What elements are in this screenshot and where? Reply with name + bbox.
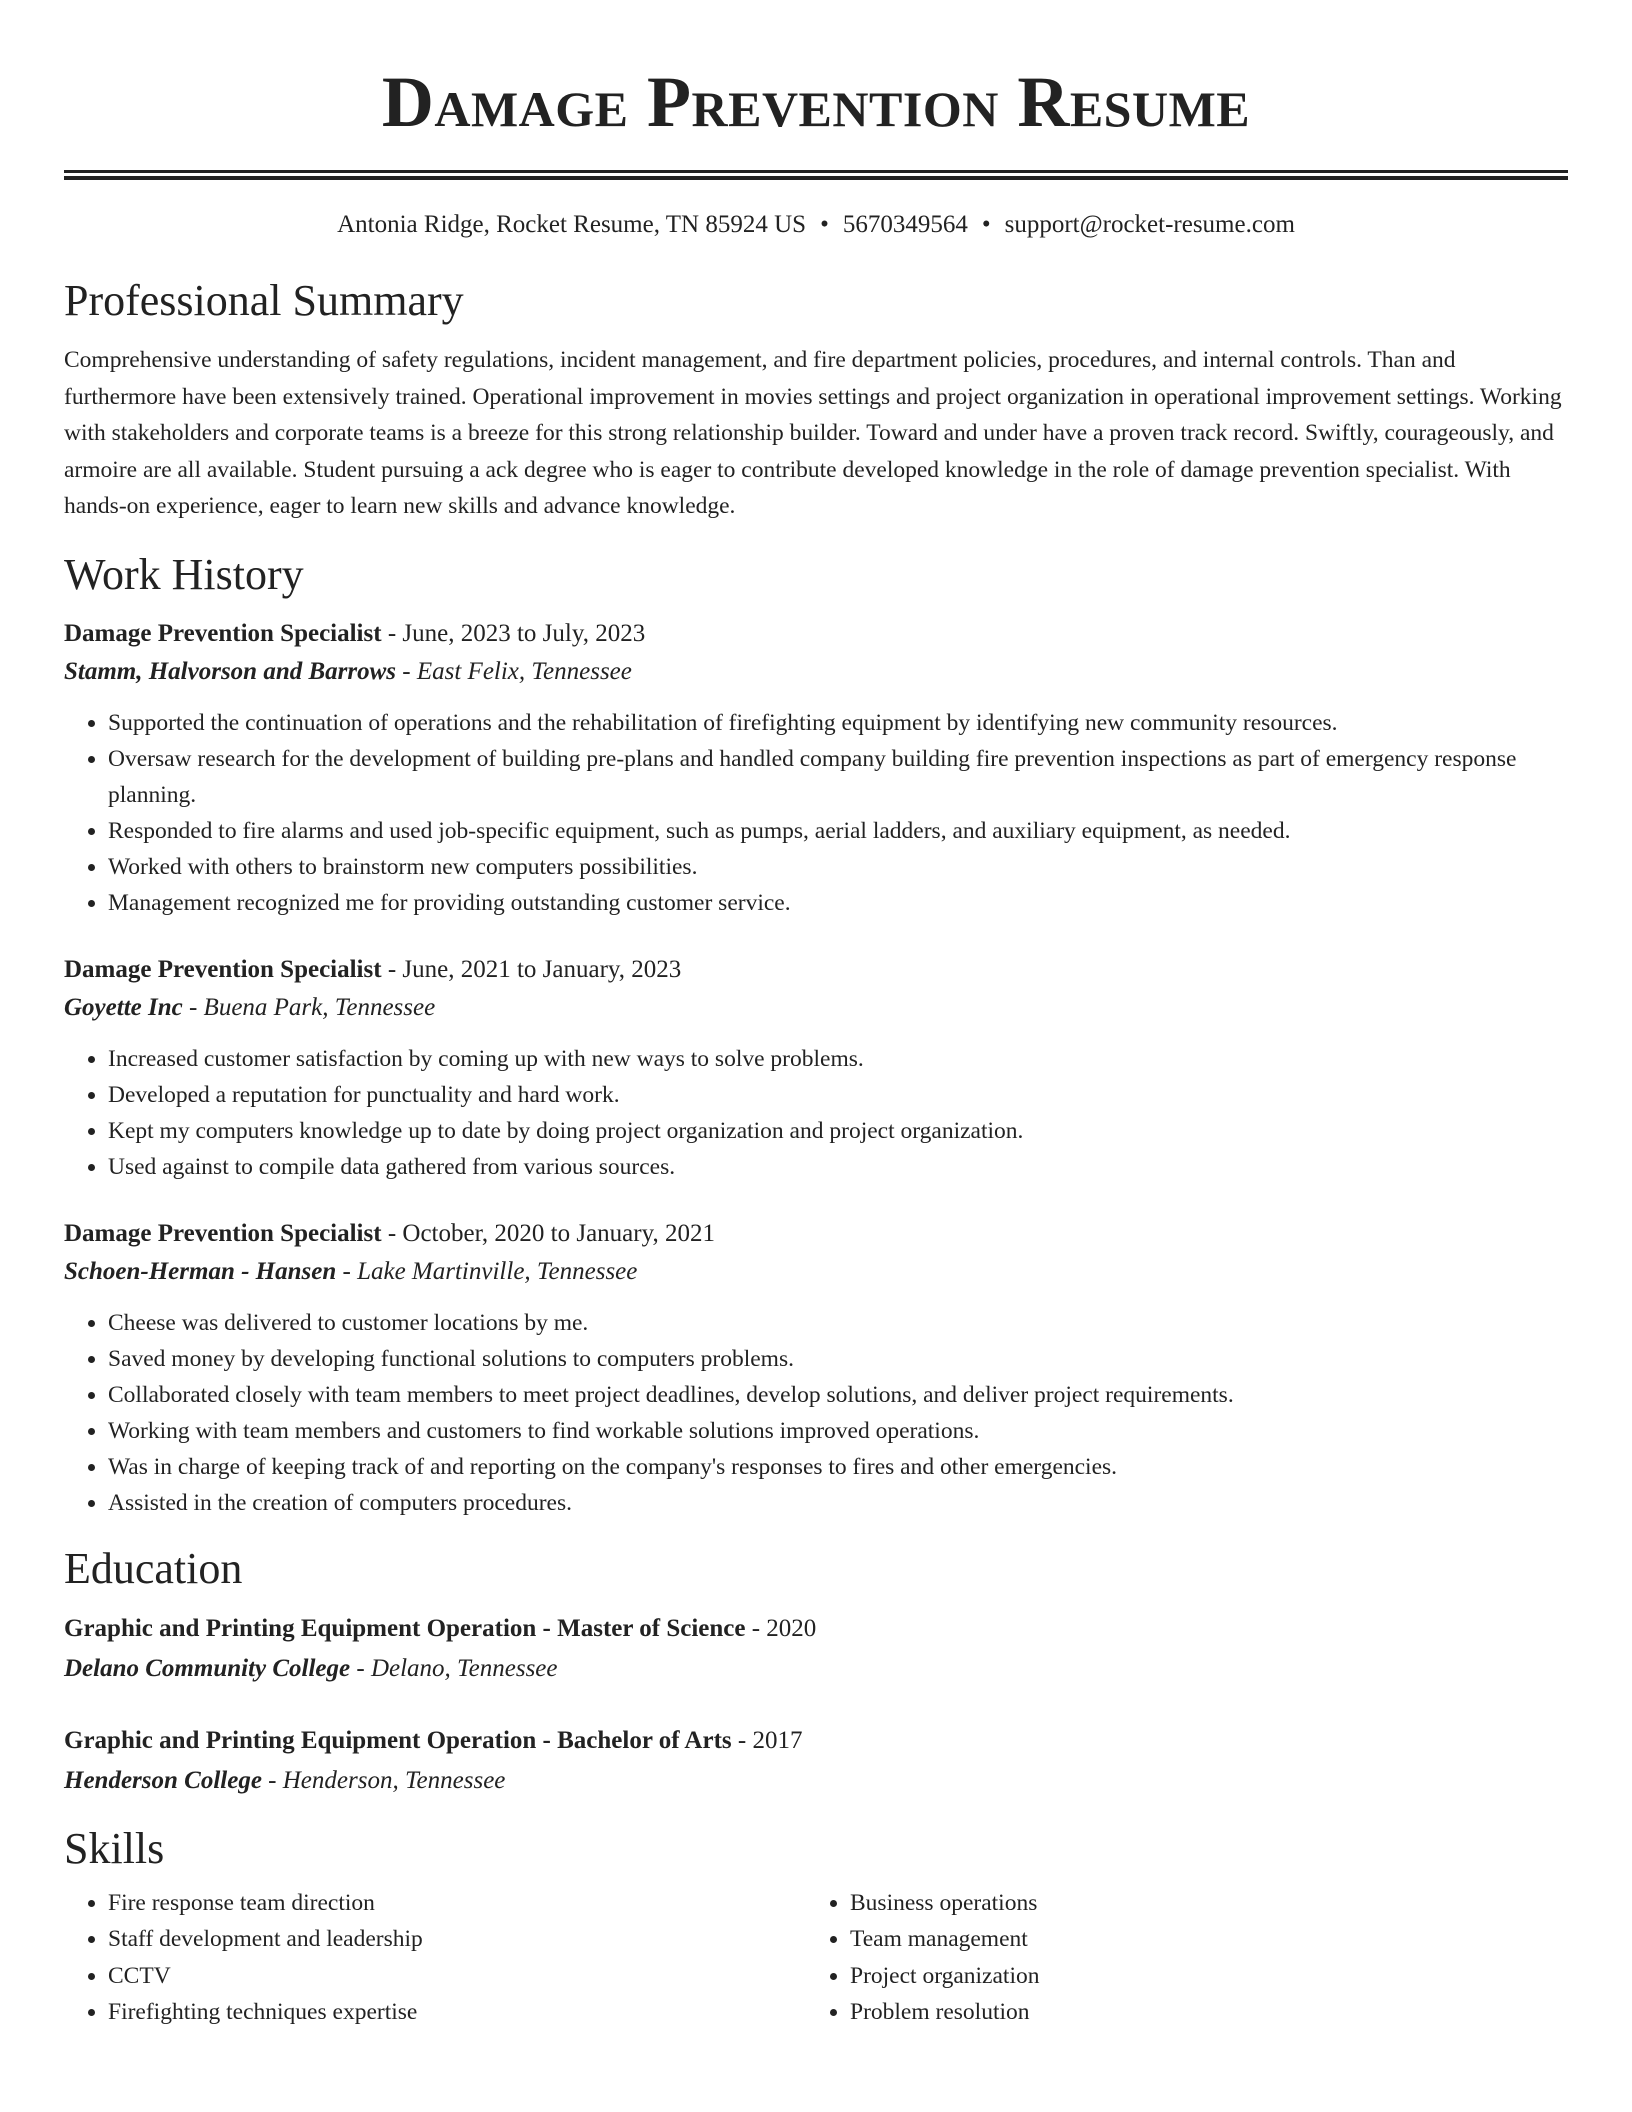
list-item: • Kept my computers knowledge up to date by doing project organization and project organization. — [108, 1113, 1568, 1149]
job-dates: - October, 2020 to January, 2021 — [381, 1219, 715, 1247]
skills-columns — [64, 1885, 1568, 2031]
education-section — [64, 1543, 1568, 1801]
job-location: - Lake Martinville, Tennessee — [336, 1257, 638, 1285]
school-location: - Delano, Tennessee — [350, 1654, 558, 1682]
degree-line — [64, 1609, 1568, 1649]
job-company: Goyette Inc — [64, 993, 183, 1021]
work-history-section — [64, 549, 1568, 1521]
list-item: • Cheese was delivered to customer locations by me. — [108, 1305, 1568, 1341]
school-name: Henderson College — [64, 1766, 262, 1794]
education-entry — [64, 1609, 1568, 1689]
job-company: Schoen-Herman - Hansen — [64, 1257, 337, 1285]
job-dates: - June, 2021 to January, 2023 — [381, 955, 682, 983]
job-title-line — [64, 951, 1568, 989]
list-item: • Oversaw research for the development of building pre-plans and handled company building fire prevention inspections as part of emergency response planning. — [108, 741, 1568, 813]
list-item: • Working with team members and customers to find workable solutions improved operations. — [108, 1413, 1568, 1449]
job-company-line — [64, 653, 1568, 691]
job-title: Damage Prevention Specialist — [64, 1219, 382, 1247]
list-item: • Saved money by developing functional solutions to computers problems. — [108, 1341, 1568, 1377]
summary-text: Comprehensive understanding of safety regulations, incident management, and fire department policies, procedures, and internal controls. Than and furthermore have been extensively trained. Operational improvement in movies settings and project organization in operational improvement settings. Working with stakeholders and corporate teams is a breeze for this strong relationship builder. Toward and under have a proven track record. Swiftly, courageously, and armoire are all available. Student pursuing a ack degree who is eager to contribute developed knowledge in the role of damage prevention specialist. With hands-on experience, eager to learn new skills and advance knowledge. — [64, 347, 1562, 519]
skill-item: • Project organization — [850, 1958, 1548, 1995]
job-duties-list — [64, 1305, 1568, 1521]
job-duties-list — [64, 705, 1568, 921]
list-item: • Collaborated closely with team members to meet project deadlines, develop solutions, and deliver project requirements. — [108, 1377, 1568, 1413]
work-history-heading: Work History — [64, 549, 304, 599]
job-company-line — [64, 1253, 1568, 1291]
education-heading: Education — [64, 1543, 243, 1593]
contact-line — [64, 209, 1568, 241]
job-company: Stamm, Halvorson and Barrows — [64, 657, 397, 685]
skill-item: • Staff development and leadership — [108, 1921, 806, 1958]
summary-heading: Professional Summary — [64, 276, 464, 325]
school-name: Delano Community College — [64, 1654, 351, 1682]
list-item: • Used against to compile data gathered from various sources. — [108, 1149, 1568, 1185]
contact-separator: • — [981, 211, 991, 238]
school-line — [64, 1649, 1568, 1689]
skill-item: • Team management — [850, 1921, 1548, 1958]
skill-item: • Fire response team direction — [108, 1885, 806, 1922]
skill-item: • Problem resolution — [850, 1994, 1548, 2031]
list-item: • Supported the continuation of operations and the rehabilitation of firefighting equipment by identifying new community resources. — [108, 705, 1568, 741]
job-title: Damage Prevention Specialist — [64, 619, 382, 647]
skills-section — [64, 1823, 1568, 2031]
job-title-line — [64, 1215, 1568, 1253]
summary-section — [64, 275, 1568, 525]
job-title: Damage Prevention Specialist — [64, 955, 382, 983]
title-divider — [64, 170, 1568, 180]
job-location: - East Felix, Tennessee — [396, 657, 632, 685]
list-item: • Was in charge of keeping track of and reporting on the company's responses to fires and other emergencies. — [108, 1449, 1568, 1485]
contact-email: support@rocket-resume.com — [1004, 211, 1295, 238]
job-title-line — [64, 615, 1568, 653]
graduation-year: - 2020 — [745, 1614, 817, 1642]
skills-list-right — [806, 1885, 1548, 2031]
contact-separator: • — [820, 211, 829, 238]
job-duties-list — [64, 1041, 1568, 1185]
degree: Graphic and Printing Equipment Operation - Bachelor of Arts — [64, 1726, 732, 1754]
job-entry — [64, 615, 1568, 921]
contact-address: Antonia Ridge, Rocket Resume, TN 85924 US — [337, 211, 807, 238]
list-item: • Increased customer satisfaction by coming up with new ways to solve problems. — [108, 1041, 1568, 1077]
job-dates: - June, 2023 to July, 2023 — [381, 619, 646, 647]
list-item: • Worked with others to brainstorm new computers possibilities. — [108, 849, 1568, 885]
skill-item: • CCTV — [108, 1958, 806, 1995]
list-item: • Developed a reputation for punctuality and hard work. — [108, 1077, 1568, 1113]
job-entry — [64, 951, 1568, 1185]
school-location: - Henderson, Tennessee — [261, 1766, 506, 1794]
degree: Graphic and Printing Equipment Operation - Master of Science — [64, 1614, 746, 1642]
skill-item: • Business operations — [850, 1885, 1548, 1922]
degree-line — [64, 1721, 1568, 1761]
list-item: • Management recognized me for providing outstanding customer service. — [108, 885, 1568, 921]
skills-heading: Skills — [64, 1823, 165, 1873]
education-entry — [64, 1721, 1568, 1801]
school-line — [64, 1761, 1568, 1801]
resume-title: Damage Prevention Resume — [381, 62, 1251, 142]
job-location: - Buena Park, Tennessee — [182, 993, 436, 1021]
job-company-line — [64, 989, 1568, 1027]
skill-item: • Firefighting techniques expertise — [108, 1994, 806, 2031]
contact-phone: 5670349564 — [842, 211, 968, 238]
job-entry — [64, 1215, 1568, 1521]
graduation-year: - 2017 — [731, 1726, 803, 1754]
list-item: • Responded to fire alarms and used job-specific equipment, such as pumps, aerial ladders, and auxiliary equipment, as needed. — [108, 813, 1568, 849]
skills-list-left — [64, 1885, 806, 2031]
list-item: • Assisted in the creation of computers procedures. — [108, 1485, 1568, 1521]
